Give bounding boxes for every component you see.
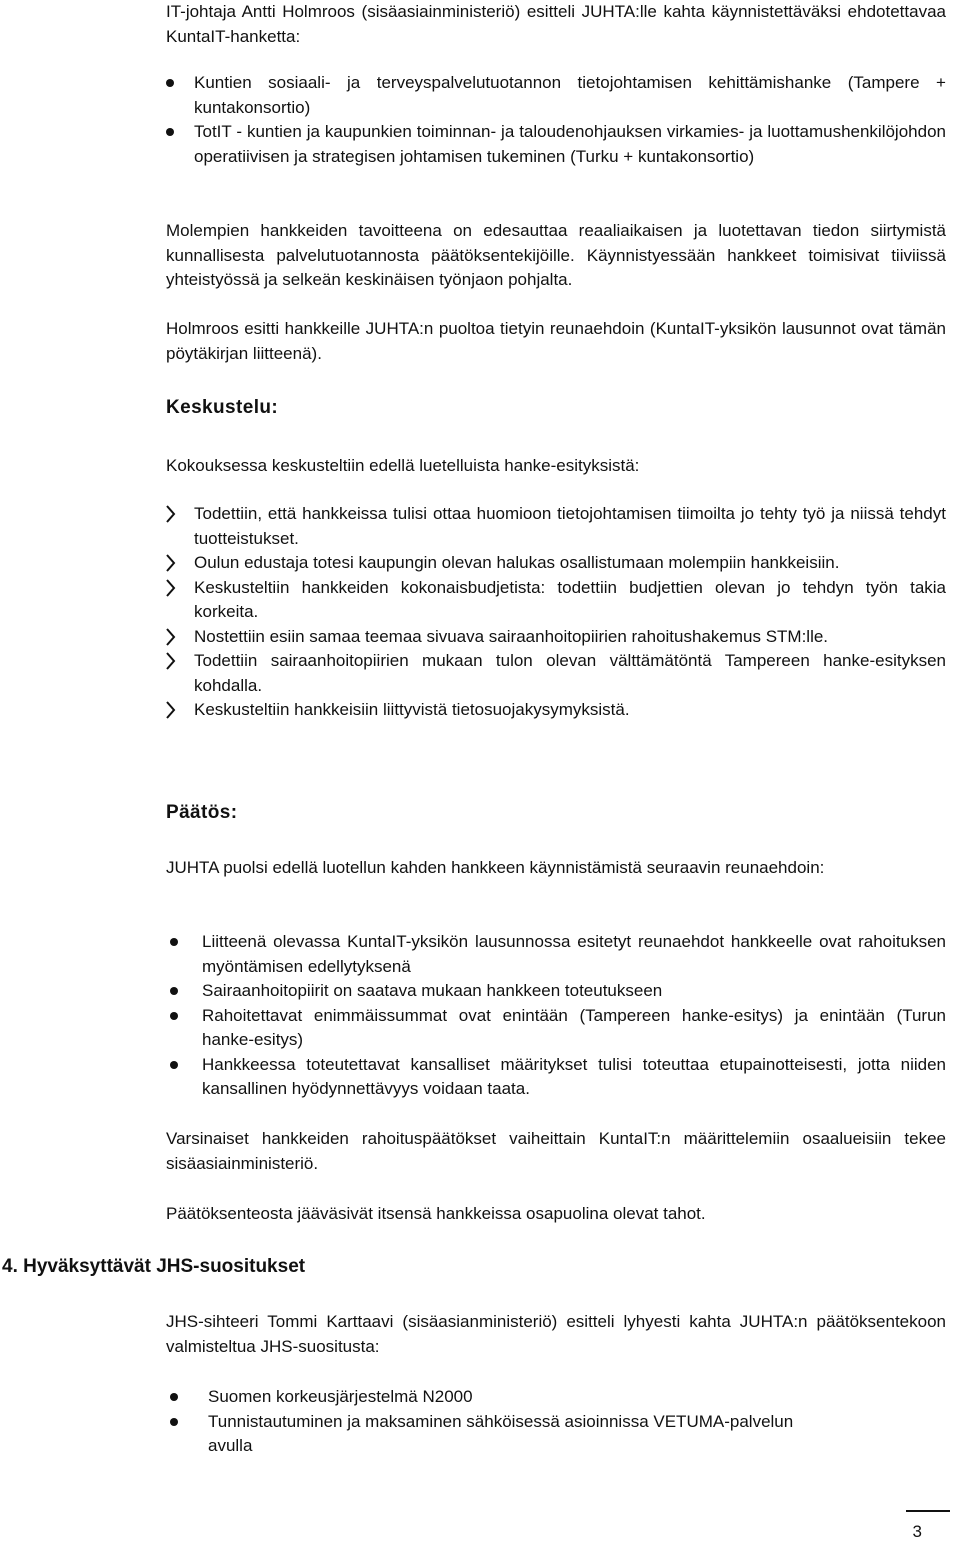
list-item-text: Hankkeessa toteutettavat kansalliset määritykset tulisi toteuttaa etupainotteisesti, jotta niiden kansallinen hyödynnettävyys voidaan taata. [202, 1054, 946, 1098]
recusal-paragraph: Päätöksenteosta jääväsivät itsensä hankkeissa osapuolina olevat tahot. [166, 1204, 706, 1223]
bullet-icon [170, 1410, 178, 1426]
decision-list [166, 930, 946, 1102]
discussion-lead-block [166, 454, 946, 479]
bullet-icon [166, 71, 174, 87]
list-item [166, 979, 946, 1004]
discussion-lead: Kokouksessa keskusteltiin edellä luetelluista hanke-esityksistä: [166, 456, 640, 475]
funding-block [166, 1127, 946, 1176]
support-block [166, 317, 946, 366]
decision-block [166, 930, 946, 1102]
list-item-text: Oulun edustaja totesi kaupungin olevan halukas osallistumaan molempiin hankkeisiin. [194, 553, 840, 572]
list-item [166, 71, 946, 120]
list-item [166, 120, 946, 169]
list-item [166, 1004, 946, 1053]
list-item [166, 649, 946, 698]
list-item [166, 1410, 826, 1459]
list-item [166, 698, 946, 723]
list-item-text: Keskusteltiin hankkeiden kokonaisbudjetista: todettiin budjettien olevan jo tehdyn työn takia korkeita. [194, 577, 946, 621]
goal-paragraph: Molempien hankkeiden tavoitteena on edesauttaa reaaliaikaisen ja luotettavan tiedon siirtymistä kunnallisesta palvelutuotannosta päätöksentekijöille. Käynnistyessään hankkeet toimisivat tiiviissä yhteistyössä ja selkeän keskinäisen työnjaon pohjalta. [166, 221, 946, 289]
decision-heading: Päätös: [166, 802, 238, 823]
goal-block [166, 219, 946, 293]
list-item-text: Suomen korkeusjärjestelmä N2000 [208, 1387, 473, 1406]
list-item [166, 625, 946, 650]
arrow-bullet-icon [166, 502, 176, 523]
section-4-list-block [166, 1385, 826, 1459]
projects-list [166, 71, 946, 169]
arrow-bullet-icon [166, 649, 176, 670]
list-item [166, 551, 946, 576]
support-paragraph: Holmroos esitti hankkeille JUHTA:n puoltoa tietyin reunaehdoin (KuntaIT-yksikön lausunnot ovat tämän pöytäkirjan liitteenä). [166, 319, 946, 363]
list-item [166, 1385, 826, 1410]
intro-block [166, 0, 946, 49]
list-item-text: Kuntien sosiaali- ja terveyspalvelutuotannon tietojohtamisen kehittämishanke (Tampere + kuntakonsortio) [194, 73, 946, 117]
list-item [166, 1053, 946, 1102]
intro-paragraph: IT-johtaja Antti Holmroos (sisäasiainministeriö) esitteli JUHTA:lle kahta käynnistettäväksi ehdotettavaa KuntaIT-hanketta: [166, 2, 946, 46]
list-item-text: Keskusteltiin hankkeisiin liittyvistä tietosuojakysymyksistä. [194, 700, 630, 719]
list-item-text: TotIT - kuntien ja kaupunkien toiminnan- ja taloudenohjauksen virkamies- ja luottamushenkilöjohdon operatiivisen ja strategisen johtamisen tukeminen (Turku + kuntakonsortio) [194, 122, 946, 166]
list-item-text: Todettiin sairaanhoitopiirien mukaan tulon olevan välttämätöntä Tampereen hanke-esityksen kohdalla. [194, 651, 946, 695]
arrow-bullet-icon [166, 551, 176, 572]
decision-lead: JUHTA puolsi edellä luotellun kahden hankkeen käynnistämistä seuraavin reunaehdoin: [166, 858, 825, 877]
discussion-list [166, 502, 946, 723]
arrow-bullet-icon [166, 698, 176, 719]
section-4-heading: 4. Hyväksyttävät JHS-suositukset [2, 1256, 306, 1277]
list-item-text: Sairaanhoitopiirit on saatava mukaan hankkeen toteutukseen [202, 981, 663, 1000]
list-item-text: Tunnistautuminen ja maksaminen sähköisessä asioinnissa VETUMA-palvelun avulla [208, 1411, 794, 1455]
section-4-lead-block [166, 1310, 946, 1359]
bullet-icon [170, 930, 178, 946]
bullet-icon [170, 979, 178, 995]
bullet-icon [170, 1053, 178, 1069]
bullet-icon [166, 120, 174, 136]
arrow-bullet-icon [166, 576, 176, 597]
section-4-lead: JHS-sihteeri Tommi Karttaavi (sisäasianministeriö) esitteli lyhyesti kahta JUHTA:n päätöksentekoon valmisteltua JHS-suositusta: [166, 1312, 946, 1356]
recusal-block [166, 1202, 946, 1227]
footer-rule [906, 1510, 950, 1512]
discussion-heading: Keskustelu: [166, 397, 279, 418]
discussion-block [166, 502, 946, 723]
bullet-icon [170, 1385, 178, 1401]
list-item [166, 930, 946, 979]
arrow-bullet-icon [166, 625, 176, 646]
list-item-text: Liitteenä olevassa KuntaIT-yksikön lausunnossa esitetyt reunaehdot hankkeelle ovat rahoituksen myöntämisen edellytyksenä [202, 932, 946, 976]
bullet-icon [170, 1004, 178, 1020]
list-item-text: Nostettiin esiin samaa teemaa sivuava sairaanhoitopiirien rahoitushakemus STM:lle. [194, 626, 829, 646]
list-item-text: Rahoitettavat enimmäissummat ovat enintään (Tampereen hanke-esitys) ja enintään (Turun hanke-esitys) [202, 1005, 946, 1049]
page-number: 3 [912, 1522, 922, 1541]
list-item [166, 502, 946, 551]
list-item-text: Todettiin, että hankkeissa tulisi ottaa huomioon tietojohtamisen tiimoilta jo tehty työ ja niissä tehdyt tuotteistukset. [194, 504, 946, 548]
projects-block [166, 71, 946, 169]
list-item [166, 576, 946, 625]
funding-paragraph: Varsinaiset hankkeiden rahoituspäätökset vaiheittain KuntaIT:n määrittelemiin osaalueisiin tekee sisäasiainministeriö. [166, 1129, 946, 1173]
jhs-recommendation-list [166, 1385, 826, 1459]
decision-lead-block [166, 856, 946, 881]
